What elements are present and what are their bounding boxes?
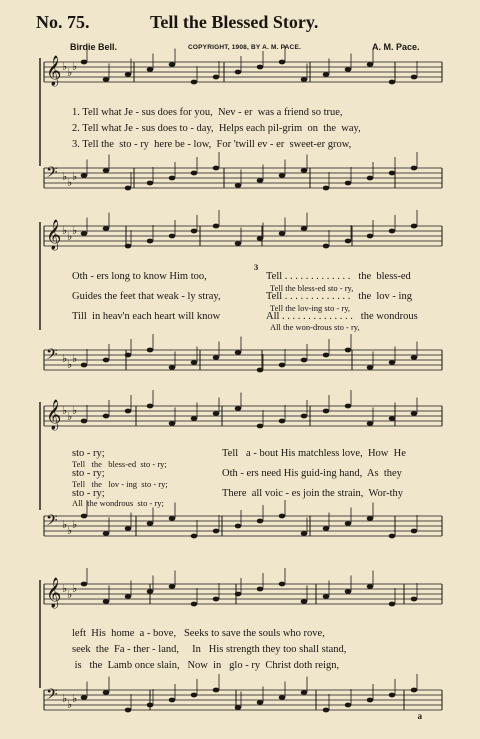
bass-clef-icon: 𝄢 (46, 164, 58, 185)
note-head (411, 529, 418, 534)
system4-verse-3: is the Lamb once slain, Now in glo - ry Christ doth reign, (72, 660, 340, 671)
system2-tell-line-2: Tell . . . . . . . . . . . . . the lov - ing (266, 291, 412, 302)
note-head (345, 521, 352, 526)
measure-number: 3 (254, 262, 259, 272)
note-head (323, 409, 330, 414)
note-head (235, 241, 242, 246)
note-head (257, 368, 264, 373)
note-head (213, 688, 220, 693)
note-head (301, 358, 308, 363)
flat-icon: ♭ (67, 410, 73, 423)
note-head (191, 534, 198, 539)
note-head (411, 224, 418, 229)
note-head (411, 688, 418, 693)
note-head (213, 529, 220, 534)
note-head (389, 80, 396, 85)
note-head (323, 594, 330, 599)
note-head (411, 75, 418, 80)
note-head (389, 416, 396, 421)
note-head (345, 404, 352, 409)
note-head (213, 597, 220, 602)
system2-cue-2: Tell the lov-ing sto - ry, (270, 303, 351, 313)
note-head (103, 226, 110, 231)
flat-icon: ♭ (67, 358, 73, 371)
system4-verse-1: left His home a - bove, Seeks to save the souls who rove, (72, 628, 325, 639)
note-head (323, 526, 330, 531)
system3-verse-1: Tell a - bout His matchless love, How He (222, 448, 406, 459)
note-head (125, 244, 132, 249)
note-head (279, 363, 286, 368)
flat-icon: ♭ (62, 518, 68, 531)
flat-icon: ♭ (62, 692, 68, 705)
flat-icon: ♭ (67, 230, 73, 243)
note-head (257, 700, 264, 705)
note-head (191, 360, 198, 365)
note-head (169, 698, 176, 703)
treble-clef-icon: 𝄞 (46, 56, 62, 86)
flat-icon: ♭ (72, 224, 78, 237)
flat-icon: ♭ (72, 692, 78, 705)
note-head (345, 348, 352, 353)
note-head (257, 424, 264, 429)
note-head (103, 690, 110, 695)
flat-icon: ♭ (67, 588, 73, 601)
system4-verse-2: seek the Fa - ther - land, In His strength they too shall stand, (72, 644, 347, 655)
note-head (367, 584, 374, 589)
flat-icon: ♭ (72, 60, 78, 73)
note-head (411, 355, 418, 360)
note-head (213, 75, 220, 80)
flat-icon: ♭ (72, 352, 78, 365)
note-head (279, 173, 286, 178)
note-head (213, 411, 220, 416)
system2-tell-line-1: Tell . . . . . . . . . . . . . the bless-ed (266, 271, 411, 282)
page-mark: a (417, 711, 422, 721)
note-head (323, 353, 330, 358)
system2-verse-3: Till in heav'n each heart will know (72, 311, 221, 322)
note-head (103, 77, 110, 82)
bass-clef-icon: 𝄢 (46, 346, 58, 367)
system3-cue-2: Tell the lov - ing sto - ry; (72, 479, 168, 489)
note-head (367, 234, 374, 239)
system1-verse-3: 3. Tell the sto - ry here be - low, For 'twill ev - er sweet-er grow, (72, 139, 352, 150)
system1-verse-1: 1. Tell what Je - sus does for you, Nev - er was a friend so true, (72, 107, 343, 118)
note-head (213, 224, 220, 229)
system3-cue-3: All the wondrous sto - ry; (72, 498, 164, 508)
note-head (279, 60, 286, 65)
flat-icon: ♭ (62, 352, 68, 365)
note-head (125, 594, 132, 599)
note-head (345, 239, 352, 244)
note-head (125, 353, 132, 358)
bass-clef-icon: 𝄢 (46, 512, 58, 533)
note-head (81, 60, 88, 65)
note-head (169, 176, 176, 181)
note-head (125, 708, 132, 713)
system3-verse-2: Oth - ers need His guid-ing hand, As they (222, 468, 402, 479)
note-head (81, 419, 88, 424)
note-head (257, 587, 264, 592)
treble-clef-icon: 𝄞 (46, 220, 62, 250)
system3-verse-3: There all voic - es join the strain, Wor-thy (222, 488, 403, 499)
note-head (279, 419, 286, 424)
note-head (323, 244, 330, 249)
lyricist: Birdie Bell. (70, 42, 118, 52)
note-head (389, 360, 396, 365)
note-head (81, 231, 88, 236)
note-head (81, 173, 88, 178)
note-head (147, 67, 154, 72)
flat-icon: ♭ (72, 404, 78, 417)
system2-tell-line-3: All . . . . . . . . . . . . . . the wondrous (266, 311, 418, 322)
note-head (81, 514, 88, 519)
note-head (301, 531, 308, 536)
note-head (125, 186, 132, 191)
note-head (169, 421, 176, 426)
note-head (279, 514, 286, 519)
note-head (411, 597, 418, 602)
note-head (235, 705, 242, 710)
note-head (103, 599, 110, 604)
note-head (389, 534, 396, 539)
bass-clef-icon: 𝄢 (46, 686, 58, 707)
note-head (367, 62, 374, 67)
note-head (257, 236, 264, 241)
flat-icon: ♭ (62, 224, 68, 237)
note-head (279, 695, 286, 700)
note-head (323, 72, 330, 77)
note-head (389, 693, 396, 698)
flat-icon: ♭ (62, 170, 68, 183)
flat-icon: ♭ (62, 404, 68, 417)
note-head (169, 234, 176, 239)
flat-icon: ♭ (62, 60, 68, 73)
note-head (169, 584, 176, 589)
composer: A. M. Pace. (372, 42, 420, 52)
system2-verse-2: Guides the feet that weak - ly stray, (72, 291, 221, 302)
note-head (191, 602, 198, 607)
note-head (169, 365, 176, 370)
note-head (345, 589, 352, 594)
note-head (81, 582, 88, 587)
note-head (345, 67, 352, 72)
note-head (103, 168, 110, 173)
note-head (301, 226, 308, 231)
note-head (257, 519, 264, 524)
note-head (191, 171, 198, 176)
system2-verse-1: Oth - ers long to know Him too, (72, 271, 207, 282)
note-head (279, 582, 286, 587)
note-head (301, 690, 308, 695)
note-head (367, 698, 374, 703)
note-head (191, 80, 198, 85)
flat-icon: ♭ (72, 582, 78, 595)
note-head (213, 166, 220, 171)
note-head (345, 181, 352, 186)
note-head (147, 348, 154, 353)
flat-icon: ♭ (67, 524, 73, 537)
note-head (125, 409, 132, 414)
system3-story-3: sto - ry; (72, 488, 105, 499)
flat-icon: ♭ (72, 518, 78, 531)
note-head (235, 406, 242, 411)
note-head (257, 178, 264, 183)
note-head (147, 181, 154, 186)
note-head (301, 77, 308, 82)
flat-icon: ♭ (72, 170, 78, 183)
note-head (367, 176, 374, 181)
note-head (235, 524, 242, 529)
note-head (301, 168, 308, 173)
note-head (103, 358, 110, 363)
note-head (367, 365, 374, 370)
note-head (389, 602, 396, 607)
system1-verse-2: 2. Tell what Je - sus does to - day, Helps each pil-grim on the way, (72, 123, 361, 134)
system2-cue-1: Tell the bless-ed sto - ry, (270, 283, 354, 293)
note-head (125, 526, 132, 531)
note-head (169, 516, 176, 521)
note-head (191, 229, 198, 234)
note-head (147, 239, 154, 244)
system3-story-2: sto - ry; (72, 468, 105, 479)
note-head (147, 404, 154, 409)
note-head (367, 421, 374, 426)
hymn-number: No. 75. (36, 12, 90, 32)
note-head (103, 531, 110, 536)
note-head (147, 703, 154, 708)
treble-clef-icon: 𝄞 (46, 578, 62, 608)
note-head (81, 695, 88, 700)
note-head (125, 72, 132, 77)
note-head (411, 166, 418, 171)
flat-icon: ♭ (67, 176, 73, 189)
note-head (191, 416, 198, 421)
note-head (191, 693, 198, 698)
treble-clef-icon: 𝄞 (46, 400, 62, 430)
note-head (279, 231, 286, 236)
note-head (257, 65, 264, 70)
system2-cue-3: All the won-drous sto - ry, (270, 322, 360, 332)
note-head (301, 599, 308, 604)
system3-story-1: sto - ry; (72, 448, 105, 459)
hymn-title: Tell the Blessed Story. (150, 12, 319, 32)
note-head (235, 350, 242, 355)
flat-icon: ♭ (67, 698, 73, 711)
note-head (81, 363, 88, 368)
note-head (169, 62, 176, 67)
note-head (213, 355, 220, 360)
note-head (235, 70, 242, 75)
note-head (411, 411, 418, 416)
flat-icon: ♭ (67, 66, 73, 79)
note-head (301, 414, 308, 419)
note-head (147, 521, 154, 526)
system3-cue-1: Tell the bless-ed sto - ry; (72, 459, 167, 469)
note-head (389, 171, 396, 176)
note-head (345, 703, 352, 708)
flat-icon: ♭ (62, 582, 68, 595)
note-head (323, 186, 330, 191)
copyright-notice: COPYRIGHT, 1908, BY A. M. PACE. (188, 44, 301, 51)
note-head (367, 516, 374, 521)
note-head (235, 183, 242, 188)
note-head (323, 708, 330, 713)
note-head (389, 229, 396, 234)
note-head (147, 589, 154, 594)
note-head (235, 592, 242, 597)
note-head (103, 414, 110, 419)
